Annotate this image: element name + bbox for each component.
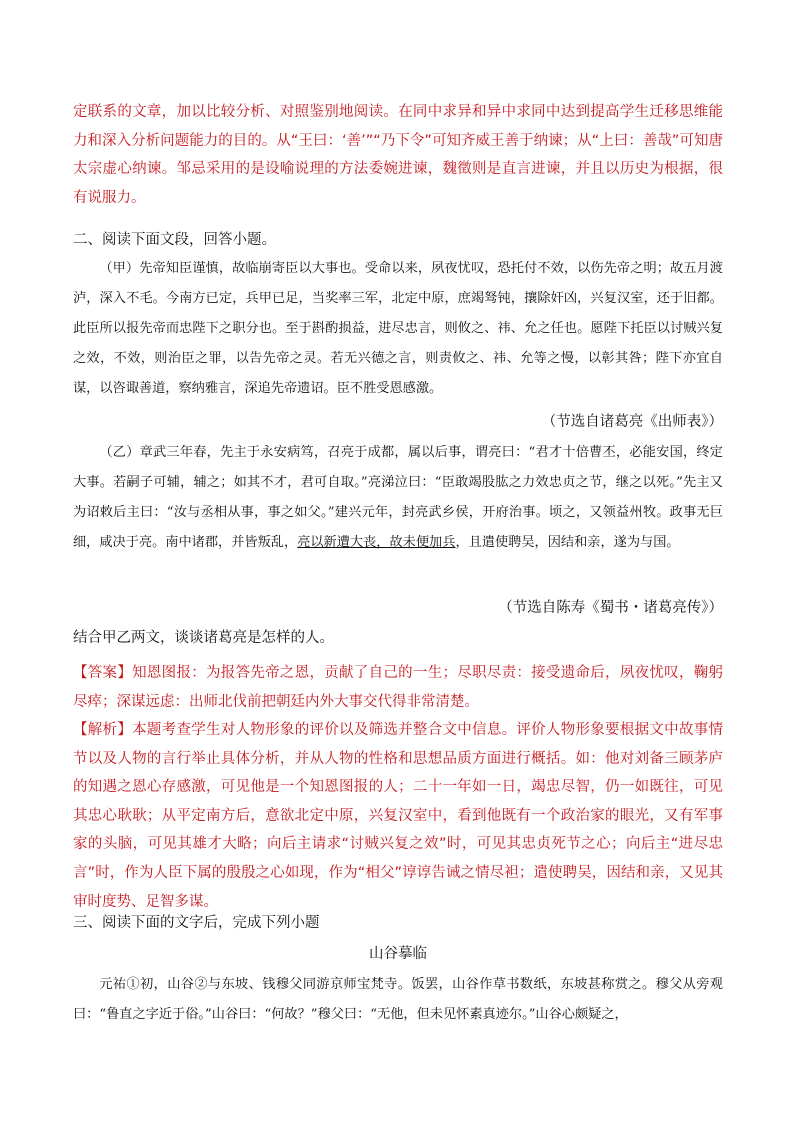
passage-shangu: 元祐①初，山谷②与东坡、钱穆父同游京师宝梵寺。饭罢，山谷作草书数纸，东坡甚称赏之。穆父从旁观曰：“鲁直之字近于俗。”山谷曰：“何故？”穆父曰：“无他，但未见怀素真迹尔。”山谷心颇疑之， <box>73 977 723 1022</box>
passage-jia-source: （节选自诸葛亮《出师表》） <box>541 414 723 430</box>
passage-yi-part1: （乙）章武三年春，先主于永安病笃，召亮于成都，属以后事，谓亮曰：“君才十倍曹丕，必能安国，终定大事。若嗣子可辅，辅之；如其不才，君可自取。”亮涕泣曰：“臣敢竭股肱之力效忠贞之节，继之以死。”先主又为诏敕后主曰：“汝与丞相从事，事之如父。”建兴元年，封亮武乡侯，开府治事。顷之，又领益州牧。政事无巨细，咸决于亮。南中诸郡，并皆叛乱， <box>73 445 723 550</box>
analysis-text: 本题考查学生对人物形象的评价以及筛选并整合文中信息。评价人物形象要根据文中故事情节以及人物的言行举止具体分析，并从人物的性格和思想品质方面进行概括。如：他对刘备三顾茅庐的知遇之恩心存感激，可见他是一个知恩图报的人；二十一年如一日，竭忠尽智，仍一如既往，可见其忠心耿耿；从平定南方后，意欲北定中原，兴复汉室中，看到他既有一个政治家的眼光，又有军事家的头脑，可见其雄才大略；向后主请求“讨贼兴复之效”时，可见其忠贞死节之心；向后主“进尽忠言”时，作为人臣下属的殷殷之心如现，作为“相父”谆谆告诫之情尽袒；遣使聘吴，因结和亲，又见其审时度势、足智多谋。 <box>73 722 724 910</box>
passage-title: 山谷摹临 <box>369 946 427 962</box>
passage-yi-underlined: 亮以新遭大丧，故未便加兵 <box>297 535 456 550</box>
answer-text: 知恩图报：为报答先帝之恩，贡献了自己的一生；尽职尽责：接受遗命后，夙夜忧叹，鞠躬尽瘁；深谋远虑：出师北伐前把朝廷内外大事交代得非常清楚。 <box>73 665 724 710</box>
section-2-heading: 二、阅读下面文段，回答小题。 <box>73 232 276 248</box>
passage-jia: （甲）先帝知臣谨慎，故临崩寄臣以大事也。受命以来，夙夜忧叹，恐托付不效，以伤先帝之明；故五月渡泸，深入不毛。今南方已定，兵甲已足，当奖率三军，北定中原，庶竭驽钝，攘除奸凶，兴复汉室，还于旧都。此臣所以报先帝而忠陛下之职分也。至于斟酌损益，进尽忠言，则攸之、祎、允之任也。愿陛下托臣以讨贼兴复之效，不效，则治臣之罪，以告先帝之灵。若无兴德之言，则责攸之、祎、允等之慢，以彰其咎；陛下亦宜自谋，以咨诹善道，察纳雅言，深追先帝遗诏。臣不胜受恩感激。 <box>73 261 723 396</box>
answer-tag: 【答案】 <box>73 665 133 681</box>
passage-yi-part2: ，且遣使聘吴，因结和亲，遂为与国。 <box>455 535 680 550</box>
answer-block <box>73 659 723 716</box>
section-3-heading: 三、阅读下面的文字后，完成下列小题 <box>73 915 320 931</box>
passage-yi <box>73 438 723 558</box>
intro-paragraph: 定联系的文章，加以比较分析、对照鉴别地阅读。在同中求异和异中求同中达到提高学生迁移思维能力和深入分析问题能力的目的。从“王曰：‘善’”“乃下令”可知齐威王善于纳谏；从“上曰：善哉”可知唐太宗虚心纳谏。邹忌采用的是设喻说理的方法委婉进谏，魏徵则是直言进谏，并且以历史为根据，很有说服力。 <box>73 104 723 206</box>
question-text: 结合甲乙两文，谈谈诸葛亮是怎样的人。 <box>73 630 334 646</box>
passage-yi-source: （节选自陈寿《蜀书・诸葛亮传》） <box>498 600 723 616</box>
analysis-block <box>73 716 723 916</box>
analysis-tag: 【解析】 <box>73 722 133 738</box>
